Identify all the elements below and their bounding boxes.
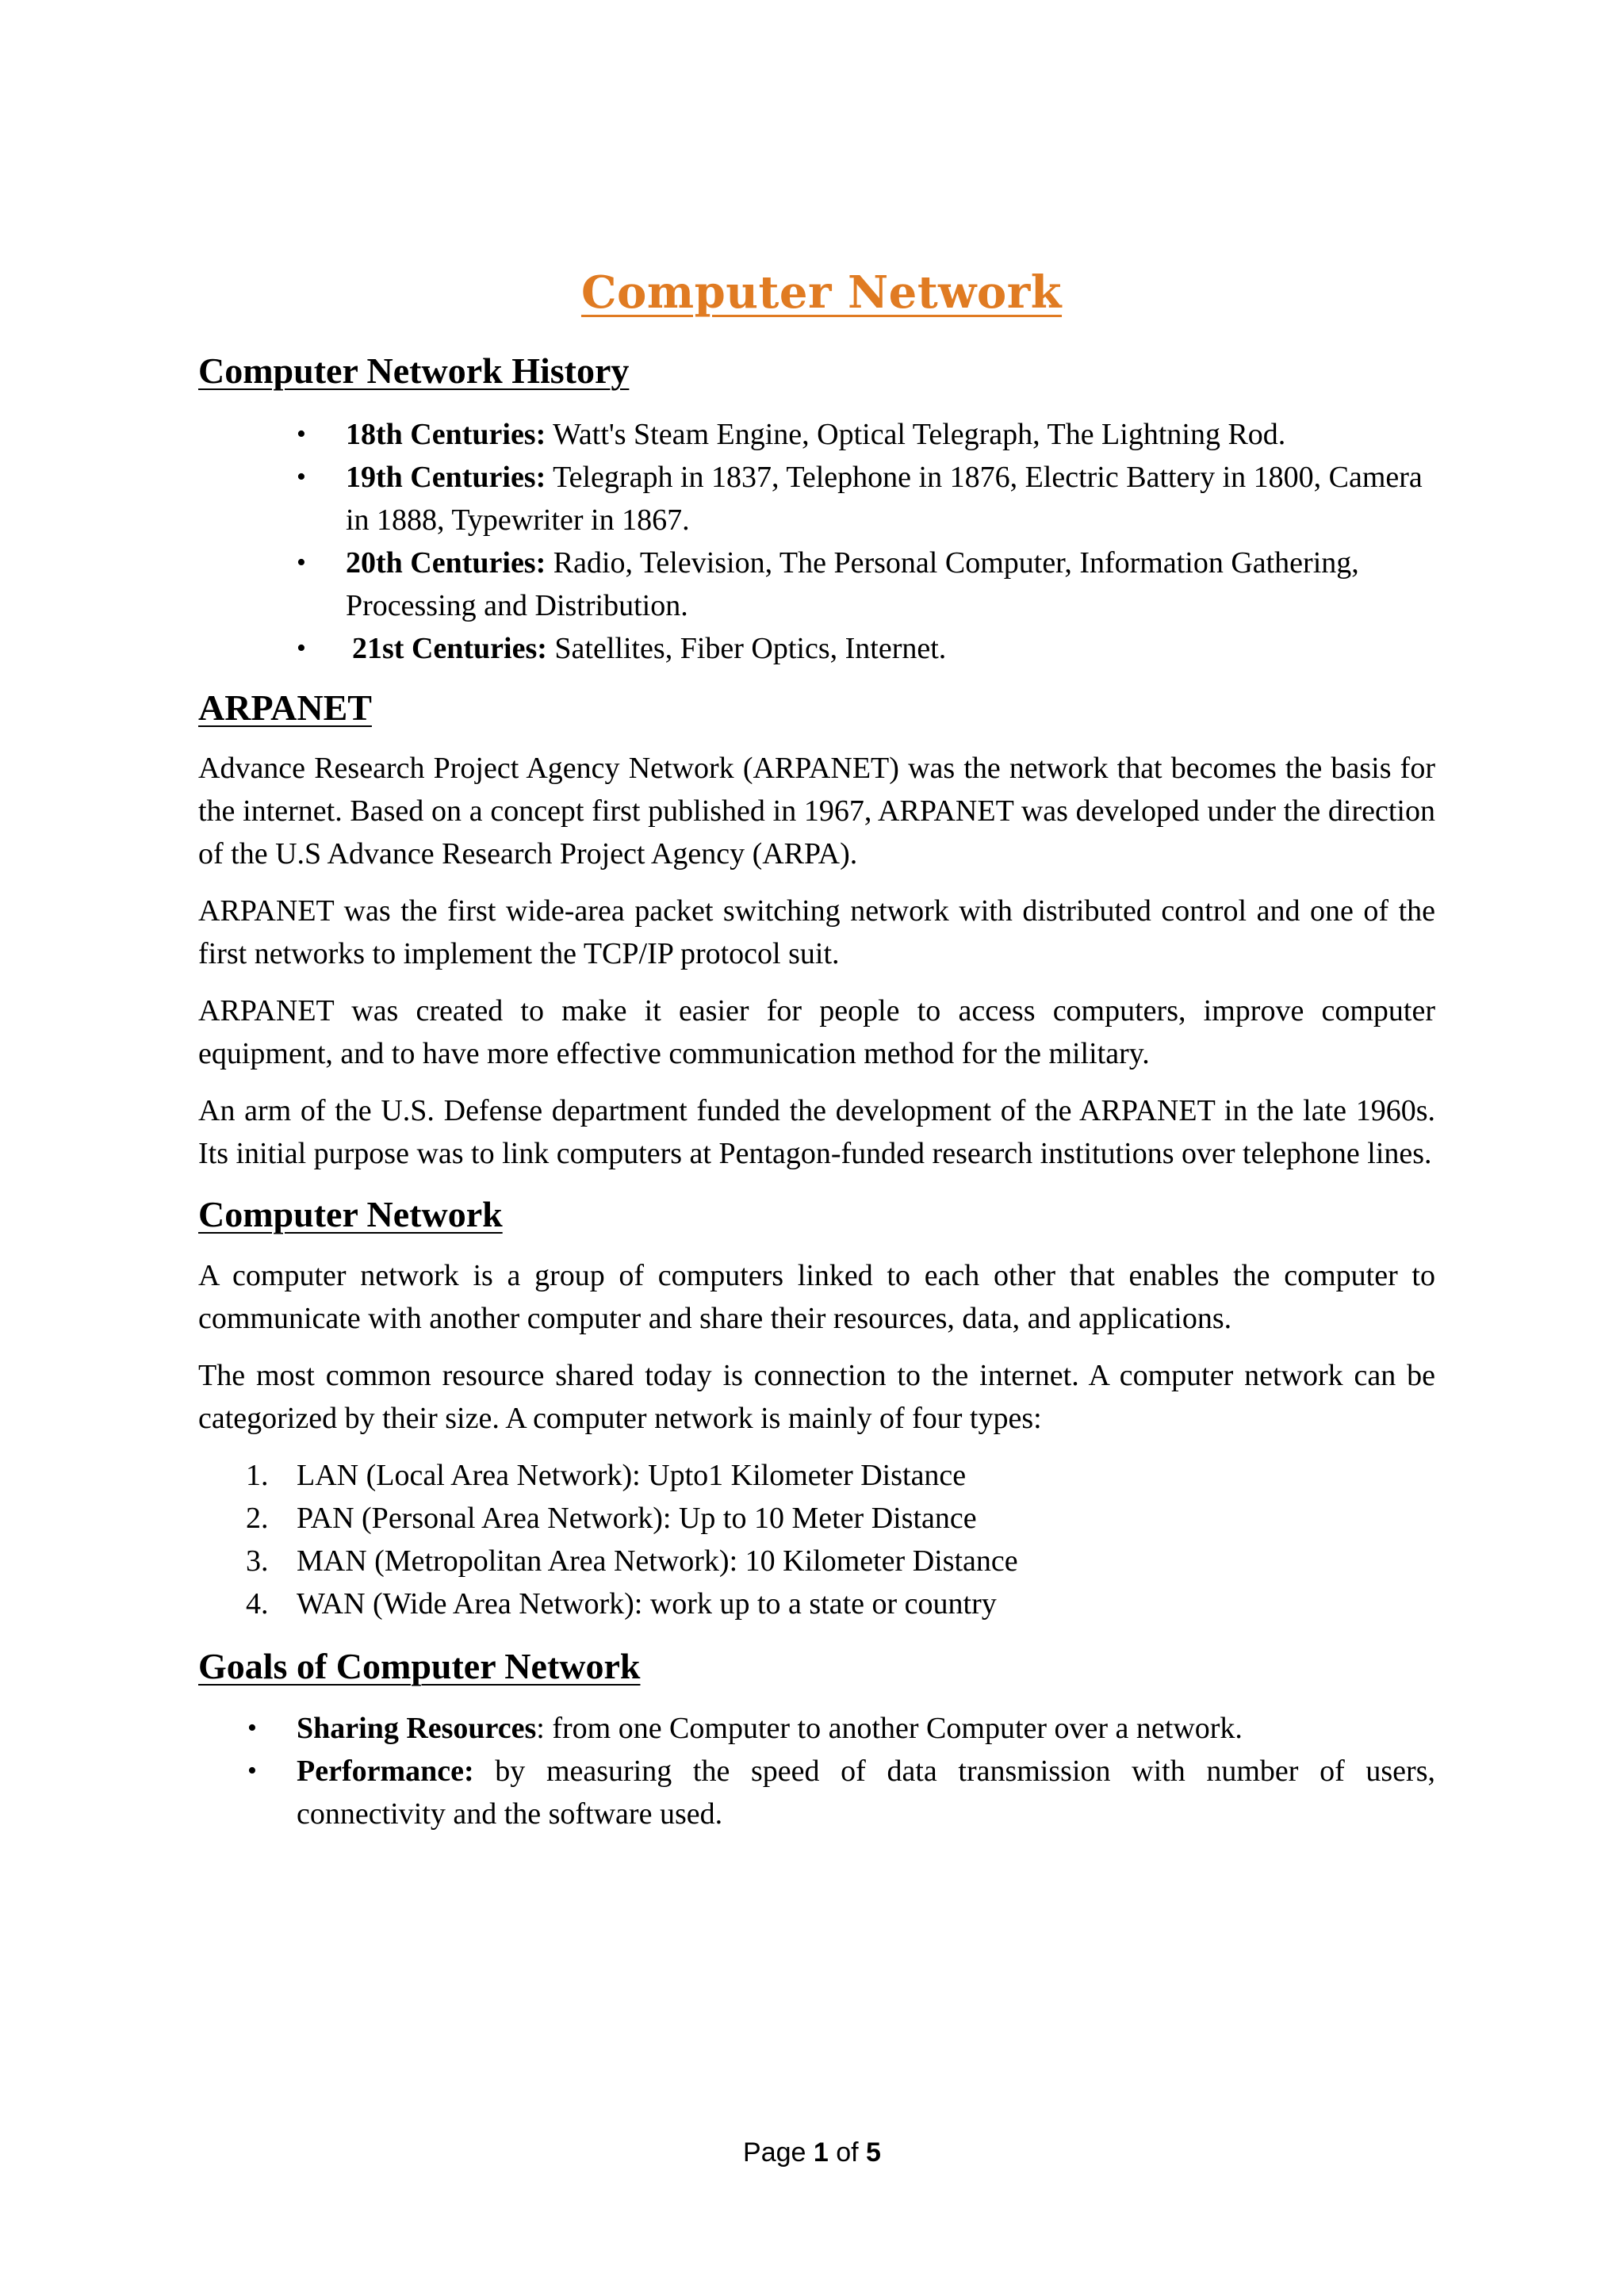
- bullet-icon: •: [247, 1712, 257, 1743]
- goals-heading: Goals of Computer Network: [198, 1645, 641, 1686]
- document-title-wrap: [0, 266, 1624, 319]
- list-item: • 19th Centuries: Telegraph in 1837, Telephone in 1876, Electric Battery in 1800, Camera in 1888, Typewriter in 1867.: [346, 456, 1435, 541]
- bullet-icon: •: [297, 419, 306, 450]
- network-paragraph: A computer network is a group of computers linked to each other that enables the computer to communicate with another computer and share their resources, data, and applications.: [198, 1258, 1435, 1335]
- bullet-icon: •: [297, 462, 306, 492]
- history-heading: Computer Network History: [198, 350, 630, 391]
- page-number: Page 1 of 5: [743, 2137, 881, 2168]
- arpanet-paragraph: Advance Research Project Agency Network (ARPANET) was the network that becomes the basis for the internet. Based on a concept first published in 1967, ARPANET was developed under the direction of the U.S Advance Research Project Agency (ARPA).: [198, 752, 1435, 871]
- arpanet-paragraph: ARPANET was created to make it easier for people to access computers, improve computer equipment, and to have more effective communication method for the military.: [198, 994, 1435, 1071]
- goals-list: [198, 1707, 1435, 1835]
- list-item: 2. PAN (Personal Area Network): Up to 10 Meter Distance: [246, 1501, 977, 1535]
- list-item: • Sharing Resources: from one Computer to another Computer over a network.: [297, 1707, 1435, 1750]
- bullet-icon: •: [297, 633, 306, 664]
- arpanet-paragraph: An arm of the U.S. Defense department funded the development of the ARPANET in the late 1960s. Its initial purpose was to link computers at Pentagon-funded research institutions over telephone lines.: [198, 1094, 1435, 1171]
- bullet-icon: •: [247, 1755, 257, 1785]
- arpanet-heading: ARPANET: [198, 687, 372, 729]
- network-heading: Computer Network: [198, 1194, 503, 1235]
- list-item: • Performance: by measuring the speed of data transmission with number of users, connectivity and the software used.: [297, 1750, 1435, 1835]
- list-item: 4. WAN (Wide Area Network): work up to a state or country: [246, 1586, 997, 1621]
- document-body: [198, 349, 1435, 1835]
- list-item: • 21st Centuries: Satellites, Fiber Optics, Internet.: [346, 627, 1435, 670]
- network-types-list: [198, 1454, 1435, 1625]
- document-title: Computer Network: [580, 266, 1063, 319]
- arpanet-paragraph: ARPANET was the first wide-area packet switching network with distributed control and one of the first networks to implement the TCP/IP protocol suit.: [198, 894, 1435, 971]
- bullet-icon: •: [297, 548, 306, 578]
- list-item: 1. LAN (Local Area Network): Upto1 Kilometer Distance: [246, 1458, 967, 1492]
- list-item: 3. MAN (Metropolitan Area Network): 10 Kilometer Distance: [246, 1544, 1018, 1578]
- list-item: • 18th Centuries: Watt's Steam Engine, Optical Telegraph, The Lightning Rod.: [346, 413, 1435, 456]
- list-item: • 20th Centuries: Radio, Television, The Personal Computer, Information Gathering, Processing and Distribution.: [346, 541, 1435, 627]
- network-paragraph: The most common resource shared today is connection to the internet. A computer network can be categorized by their size. A computer network is mainly of four types:: [198, 1358, 1435, 1435]
- history-list: [198, 413, 1435, 670]
